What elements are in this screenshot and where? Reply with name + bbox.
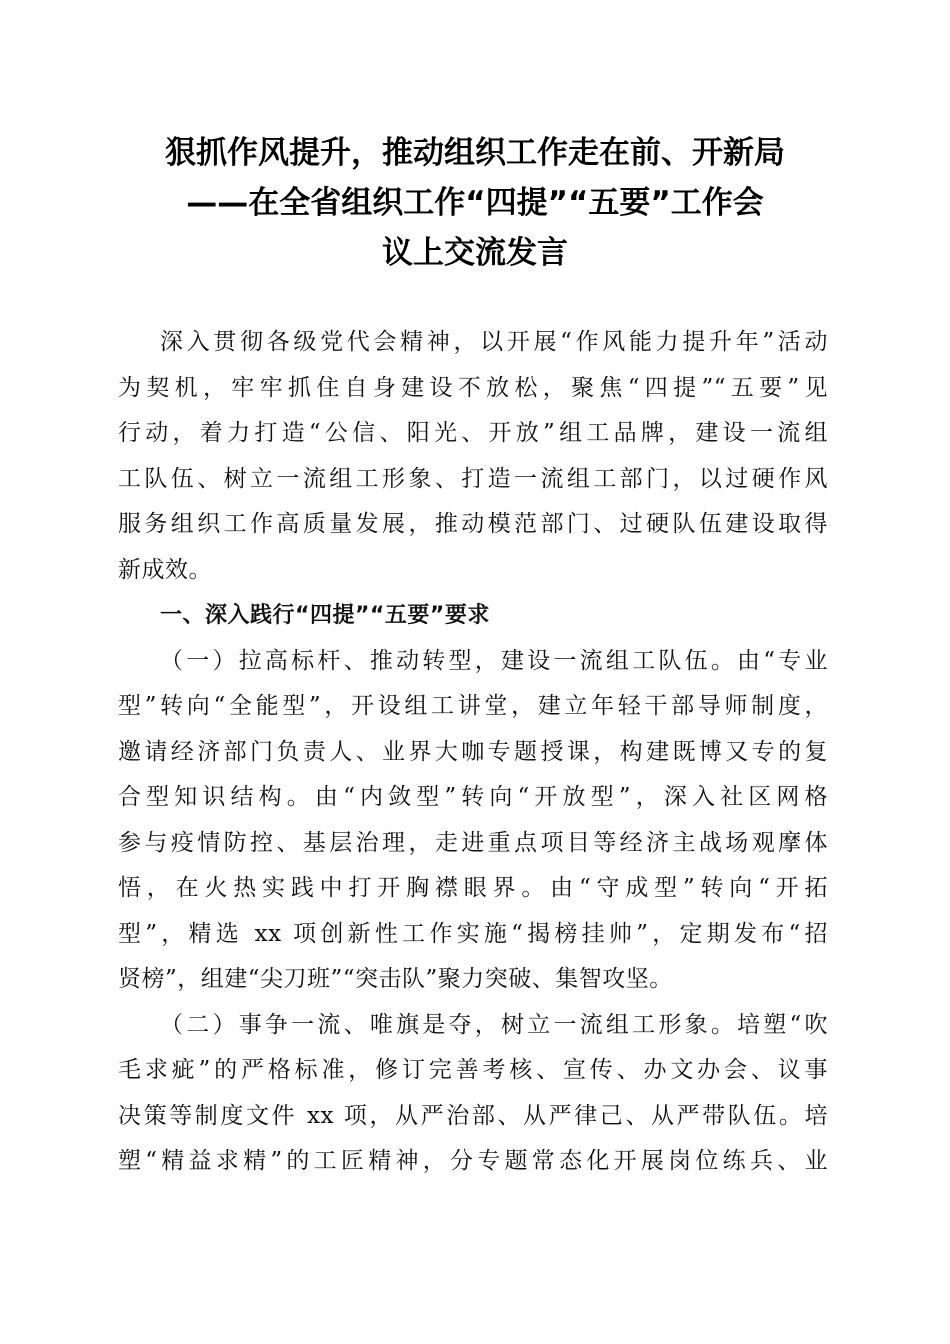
paragraph-1-line: 合型知识结构。由“内敛型”转向“开放型”，深入社区网格 [118,784,828,810]
title-line-2: ——在全省组织工作“四提”“五要”工作会 [186,185,764,221]
paragraph-1-line: 贤榜”，组建“尖刀班”“突击队”聚力突破、集智攻坚。 [118,966,673,992]
paragraph-2-line: 决策等制度文件 xx 项，从严治部、从严律己、从严带队伍。培 [118,1102,828,1129]
intro-line: 新成效。 [118,556,212,583]
document-body [118,320,828,1185]
title-line-3: 议上交流发言 [382,235,568,271]
paragraph-2-line: 毛求疵”的严格标准，修订完善考核、宣传、办文办会、议事 [118,1057,828,1083]
paragraph-1-line: 悟，在火热实践中打开胸襟眼界。由“守成型”转向“开拓 [118,875,828,901]
intro-line: 深入贯彻各级党代会精神，以开展“作风能力提升年”活动 [160,329,828,355]
intro-line: 服务组织工作高质量发展，推动模范部门、过硬队伍建设取得 [118,511,828,537]
paragraph-2-line: （二）事争一流、唯旗是夺，树立一流组工形象。培塑“吹 [160,1011,828,1038]
paragraph-1-line: 邀请经济部门负责人、业界大咖专题授课，构建既博又专的复 [118,738,828,765]
section-heading: 一、深入践行“四提”“五要”要求 [160,603,490,628]
paragraph-1-line: （一）拉高标杆、推动转型，建设一流组工队伍。由“专业 [160,647,828,674]
paragraph-1-line: 型”转向“全能型”，开设组工讲堂，建立年轻干部导师制度， [118,693,828,719]
intro-line: 行动，着力打造“公信、阳光、开放”组工品牌，建设一流组 [118,420,828,446]
intro-line: 为契机，牢牢抓住自身建设不放松，聚焦“四提”“五要”见 [118,374,828,401]
paragraph-1-line: 参与疫情防控、基层治理，走进重点项目等经济主战场观摩体 [118,829,828,856]
intro-line: 工队伍、树立一流组工形象、打造一流组工部门，以过硬作风 [118,465,828,492]
paragraph-1-line: 型”，精选 xx 项创新性工作实施“揭榜挂帅”，定期发布“招 [118,920,828,947]
title-line-1: 狠抓作风提升，推动组织工作走在前、开新局 [165,135,785,171]
document-title [100,128,850,278]
paragraph-2-line: 塑“精益求精”的工匠精神，分专题常态化开展岗位练兵、业 [118,1148,828,1174]
